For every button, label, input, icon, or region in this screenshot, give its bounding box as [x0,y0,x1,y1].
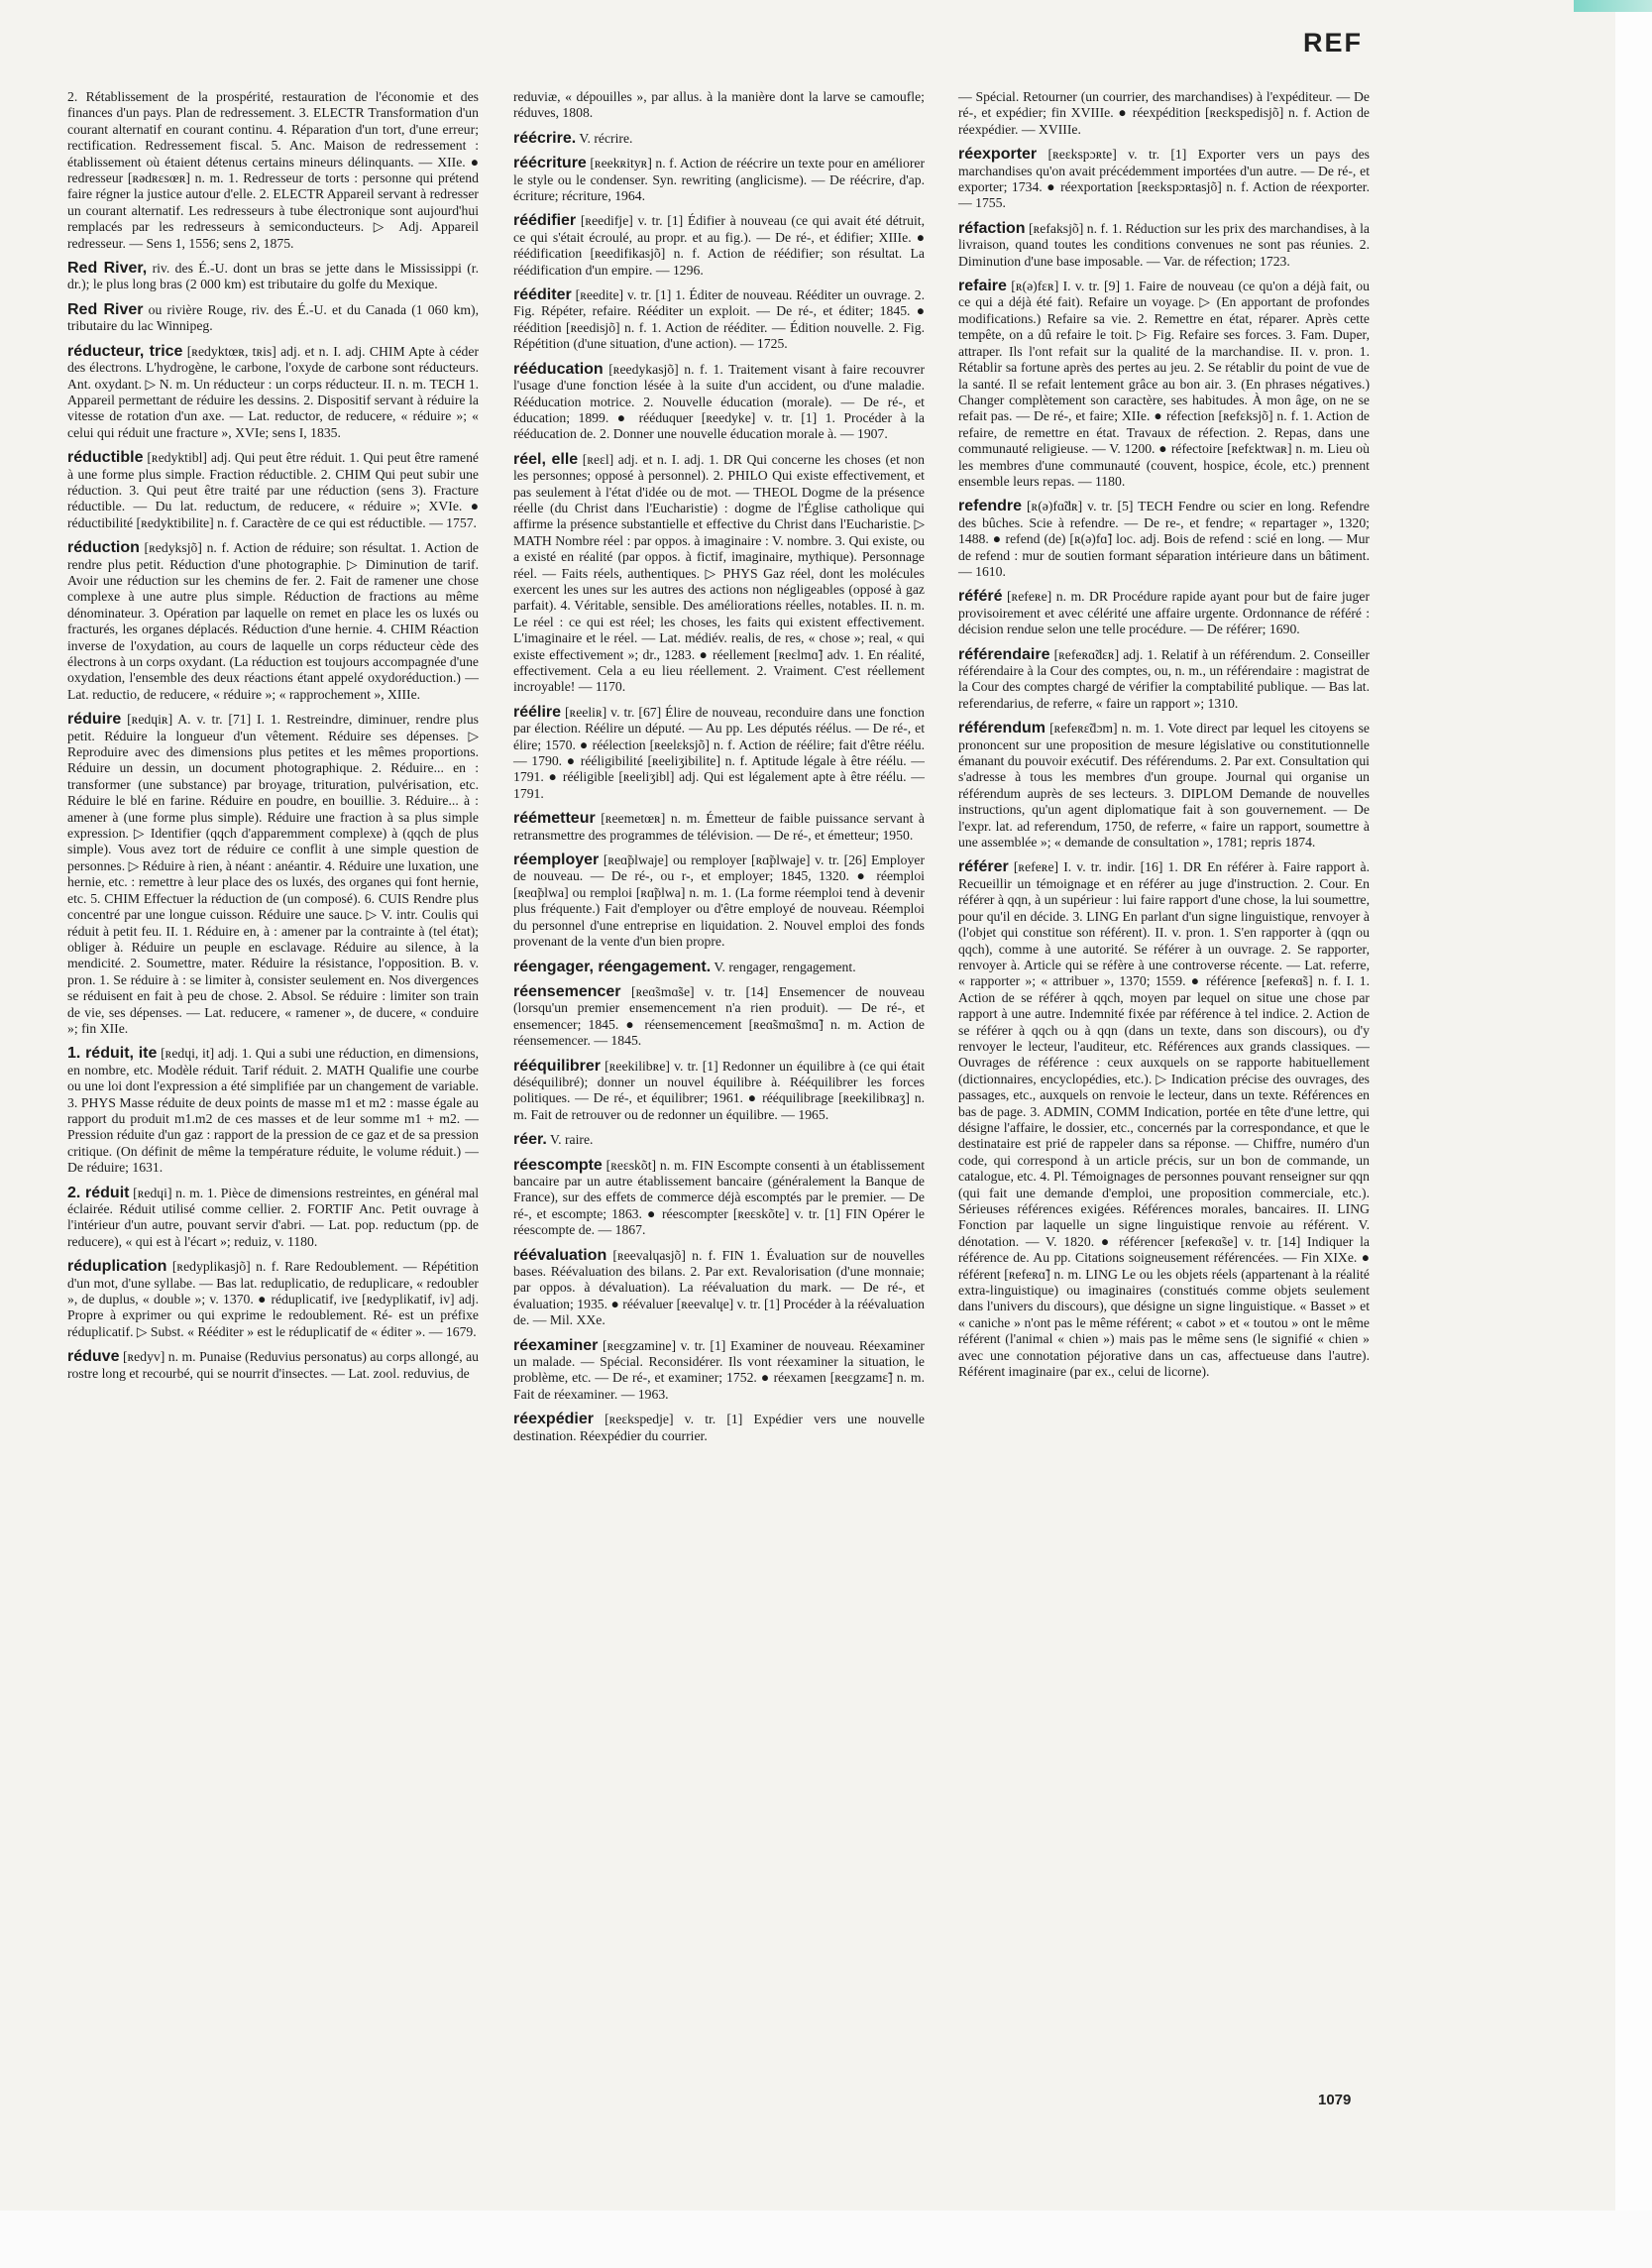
column-3 [958,89,1370,1389]
dictionary-entry [67,450,479,531]
headword: 2. réduit [67,1184,130,1201]
definition-text: [ʀeedykasjõ] n. f. 1. Traitement visant à faire recouvrer l'usage d'une fonction lésée à la suite d'un accident, ou d'une maladie. Rééducation motrice. 2. Nouvelle éducation (morale). — De ré-, et éducation; 1899. ● rééduquer [ʀeedyke] v. tr. [1] 1. Procéder à la rééducation de. 2. Donner une nouvelle éducation morale à. — 1907. [513,361,926,442]
dictionary-entry [513,1132,925,1148]
page-number: 1079 [1318,2092,1352,2108]
headword: réfaction [958,219,1026,237]
headword: réduire [67,711,122,729]
definition-text: [ʀeekilibʀe] v. tr. [1] Redonner un équilibre à (ce qui était déséquilibré); donner un nouvel équilibre à. Rééquilibrer les forces politiques. — De ré-, et équilibrer; 1961. ● rééquilibrage [ʀeekilibʀaʒ] n. m. Fait de retrouver ou de redonner un équilibre. — 1965. [513,1058,925,1122]
dictionary-entry [513,960,925,975]
dictionary-entry [513,131,925,147]
dictionary-entry [67,89,479,252]
definition-text: [ʀeemetœʀ] n. m. Émetteur de faible puissance servant à retransmettre des programmes de télévision. — De ré-, et émetteur; 1950. [513,811,926,843]
definition-text: [ʀ(ə)fɑ̃dʀ] v. tr. [5] TECH Fendre ou scier en long. Refendre des bûches. Scie à refendre. — De re-, et fendre; « repartager », 1320; 1488. ● refend (de) [ʀ(ə)fɑ̃] loc. adj. Bois de refend : scié en long. — Mur de refend : mur de soutien formant séparation intérieure dans un bâtiment. — 1610. [958,499,1370,579]
dictionary-entry [513,287,925,353]
definition-text: [ʀedɥi, it] adj. 1. Qui a subi une réduction, en dimensions, en nombre, etc. Modèle réduit. Tarif réduit. 2. MATH Qualifie une courbe ou une loi dont l'expression a été simplifiée par un changement de variable. 3. PHYS Masse réduite de deux points de masse m1 et m2 : masse égale au rapport du produit m1.m2 de ces masses et de leur somme m1 + m2. — Pression réduite d'un gaz : rapport de la pression de ce gaz et de sa pression critique. (On définit de même la température réduite, le volume réduit.) — De réduire; 1631. [67,1046,480,1176]
dictionary-entry [67,302,479,335]
headword: réexporter [958,146,1038,164]
definition-text: [ʀedyv] n. m. Punaise (Reduvius personatus) au corps allongé, au rostre long et recourbé, qui se nourrit d'insectes. — Lat. zool. reduvius, de [67,1349,479,1381]
headword: réémetteur [513,810,596,828]
dictionary-entry [513,1059,925,1124]
definition-text: [ʀeɛgzamine] v. tr. [1] Examiner de nouveau. Réexaminer un malade. — Spécial. Reconsidérer. Ils vont réexaminer la situation, le problème, etc. — De ré-, et examiner; 1752. ● réexamen [ʀeɛgzamɛ̃] n. m. Fait de réexaminer. — 1963. [513,1337,925,1402]
headword: réductible [67,449,144,467]
headword: réécrire. [513,129,577,147]
headword: réensemencer [513,982,621,1000]
headword: réemployer [513,851,600,869]
definition-text: [ʀeɑ̃smɑ̃se] v. tr. [14] Ensemencer de nouveau (lorsqu'un premier ensemencement n'a rien produit). — De ré-, et ensemencer; 1845. ● réensemencement [ʀeɑ̃smɑ̃smɑ̃] n. m. Action de réensemencer. — 1845. [513,983,926,1049]
headword: référendaire [958,645,1050,663]
column-2 [513,89,925,1453]
dictionary-entry [513,984,925,1050]
headword: Red River, [67,260,148,278]
running-head: REF [1303,28,1363,57]
headword: rééducation [513,360,604,378]
definition-text: [ʀedyksjõ] n. f. Action de réduire; son résultat. 1. Action de rendre plus petit. Réduction d'une photographie. ▷ Diminution de tarif. Avoir une réduction sur les chemins de fer. 2. Fait de ramener une chose complexe à une autre plus simple. Réduction de fractions au même dénominateur. 3. Opération par laquelle on remet en place les os luxés ou fracturés, les organes déplacés. Réduction d'une hernie. 4. CHIM Réaction inverse de l'oxydation, au cours de laquelle un corps réducteur cède des électrons à un corps oxydant. (La réduction est toujours accompagnée d'une oxydation, l'ensemble des deux réactions étant appelé oxydoréduction.) — Lat. reductio, de reducere, « réduire »; « rapprochement », XIIIe. [67,540,480,702]
headword: réécriture [513,155,587,172]
dictionary-entry [513,1248,925,1329]
headword: référé [958,588,1003,606]
dictionary-entry [513,362,925,443]
definition-text: riv. des É.-U. dont un bras se jette dans le Mississippi (r. dr.); le plus long bras (2 000 km) est tributaire du golfe du Mexique. [67,261,480,292]
headword: réexaminer [513,1336,599,1354]
headword: réducteur, trice [67,342,183,360]
dictionary-entry [67,1046,479,1176]
definition-text: [ʀ(ə)fɛʀ] I. v. tr. [9] 1. Faire de nouveau (ce qu'on a déjà fait, ou ce qui a déjà été fait). Refaire un voyage. ▷ (En apportant de profondes modifications.) Refaire sa vie. 2. Remettre en état, réparer. Après cette tempête, on a dû refaire le toit. ▷ Fig. Refaire ses forces. 3. Fam. Duper, attraper. Ils l'ont refait sur la qualité de la marchandise. II. v. pron. 1. Rétablir sa fortune après des pertes au jeu. 2. Se rétablir du point de vue de la santé. Il se refait lentement grâce au bon air. 3. (En phrases négatives.) Changer complètement son caractère, ses habitudes. À mon âge, on ne se refait pas. — De ré-, et faire; XIIe. ● réfection [ʀefɛksjõ] n. f. 1. Action de refaire, de remettre en état. Travaux de réfection. 2. Repas, dans une communauté religieuse. — V. 1200. ● réfectoire [ʀefɛktwaʀ] n. m. Lieu où les membres d'une communauté (couvent, hospice, école, etc.) prennent ensemble leurs repas. — 1180. [958,279,1370,489]
headword: rééditer [513,286,572,304]
dictionary-entry [958,859,1370,1380]
tab-marker [1574,0,1652,12]
definition-text: [ʀefeʀɛ̃dɔm] n. m. 1. Vote direct par lequel les citoyens se prononcent sur une proposition de mesure législative ou constitutionnelle émanant du pouvoir exécutif. Des référendums. 2. Par ext. Consultation qui s'adresse à tous les membres d'un groupe. Journal qui organise un référendum auprès de ses lecteurs. 3. DIPLOM Demande de nouvelles instructions, qu'un agent diplomatique fait à son gouvernement. — De l'expr. lat. ad referendum, 1750, de referre, « faire un rapport, soumettre à une assemblée »; « demande de consultation », 1781; repris 1874. [958,721,1371,850]
headword: réel, elle [513,450,579,468]
dictionary-entry [958,279,1370,490]
dictionary-entry [67,261,479,293]
definition-text: V. raire. [550,1132,594,1148]
dictionary-entry [958,147,1370,212]
dictionary-entry [958,499,1370,580]
headword: réexpédier [513,1411,594,1428]
headword: réédifier [513,212,577,230]
dictionary-entry [67,712,479,1037]
definition-text: [ʀeɛkspɔʀte] v. tr. [1] Exporter vers un pays des marchandises qu'on avait précédemment importées d'un autre. — De ré-, et exporter; 1734. ● réexportation [ʀeɛkspɔʀtasjõ] n. f. Action de réexporter. — 1755. [958,147,1370,211]
definition-text: [ʀeɛkspedje] v. tr. [1] Expédier vers une nouvelle destination. Réexpédier du courrier. [513,1412,926,1443]
dictionary-entry [513,89,925,122]
definition-text: [ʀeekʀityʀ] n. f. Action de réécrire un texte pour en améliorer le style ou le condenser. Syn. rewriting (anglicisme). — De réécrire, d'ap. écriture; récriture, 1964. [513,156,926,204]
dictionary-entry [958,589,1370,637]
definition-text: [ʀefeʀe] I. v. tr. indir. [16] 1. DR En référer à. Faire rapport à. Recueillir un témoignage et en référer au juge d'instruction. 2. Cour. En référer à qqn, à un supérieur : lui faire rapport d'une chose, la lui soumettre, pour qu'il en décide. 3. LING En parlant d'un signe linguistique, renvoyer à (l'objet qui constitue son référent). II. v. pron. 1. S'en rapporter à (qqn ou qqch), comme à une autorité. Se référer à un ouvrage. 2. Se rapporter, renvoyer à. Article qui se réfère à une controverse récente. — Lat. referre, « rapporter »; « attribuer », 1370; 1559. ● référence [ʀefeʀɑ̃s] n. f. I. 1. Action de se référer à qqch, moyen par lequel on situe une chose par rapport à une autre. Indemnité fixée par référence à tel indice. 2. Action de se référer à qqch ou à qqn (dans un texte, dans son discours), ou d'y renvoyer le lecteur, l'auditeur, etc. Références aux grands classiques. — Ouvrages de référence : ceux auxquels on se rapporte habituellement (dictionnaires, encyclopédies, etc.). ▷ Indication précise des ouvrages, des passages, etc., auxquels on renvoie le lecteur, dans un texte. Références en bas de page. 3. ADMIN, COMM Indication, portée en tête d'une lettre, qui désigne l'affaire, le dossier, etc., concernés par la correspondance, et que le destinataire est prié de rappeler dans sa réponse. — Chiffre, numéro d'un code, qui correspond à un article précis, sur un bon de commande, un catalogue, etc. 4. Pl. Témoignages de personnes pouvant renseigner sur qqn (qui fait une demande d'emploi, une proposition commerciale, etc.). Sérieuses références exigées. Références morales, bancaires. II. LING Fonction par laquelle un signe linguistique renvoie au référent. V. dénotation. — V. 1820. ● référencer [ʀefeʀɑ̃se] v. tr. [14] Indiquer la référence de. Au pp. Citations soigneusement référencées. — Fin XIXe. ● référent [ʀefeʀɑ̃] n. m. LING Le ou les objets réels (appartenant à la réalité extra-linguistique) ou imaginaires (constitués comme objets seulement dans l'univers du discours), que désigne un signe linguistique. « Basset » et « caniche » n'ont pas le même référent; « cabot » et « toutou » ont le même référent (l'animal « chien ») mais pas le même sens (le signifié « chien » avec une connotation péjorative dans un cas, affectueuse dans l'autre). Référent imaginaire (par ex., celui de licorne). [958,859,1370,1380]
definition-text: [ʀeeliʀ] v. tr. [67] Élire de nouveau, reconduire dans une fonction par élection. Réélire un député. — Au pp. Les députés réélus. — De ré-, et élire; 1570. ● réélection [ʀeelɛksjõ] n. f. Action de réélire; fait d'être réélu. — 1790. ● rééligibilité [ʀeeliʒibilite] n. f. Aptitude légale à être réélu. — 1791. ● rééligible [ʀeeliʒibl] adj. Qui est légalement apte à être réélu. — 1791. [513,704,926,801]
dictionary-entry [513,213,925,279]
dictionary-entry [67,540,479,703]
headword: référendum [958,720,1046,737]
dictionary-entry [513,452,925,696]
headword: rééquilibrer [513,1057,602,1075]
dictionary-entry [513,705,925,802]
scan-margin [1615,0,1652,2268]
headword: réduction [67,539,140,557]
headword: réduve [67,1348,120,1366]
headword: refendre [958,498,1023,515]
dictionary-entry [958,89,1370,138]
definition-text: [ʀeɑ̃plwaje] ou remployer [ʀɑ̃plwaje] v. tr. [26] Employer de nouveau. — De ré-, ou r-, et employer; 1845, 1320. ● réemploi [ʀeɑ̃plwa] ou remploi [ʀɑ̃plwa] n. m. 1. (La forme réemploi tend à devenir plus fréquente.) Fait d'employer ou d'être employé de nouveau. Réemploi du personnel d'une entreprise en liquidation. 2. Nouvel emploi des fonds provenant de la vente d'un bien propre. [513,852,926,950]
dictionary-entry [513,811,925,844]
definition-text: [ʀefaksjõ] n. f. 1. Réduction sur les prix des marchandises, à la livraison, quand toutes les conditions convenues ne sont pas réunies. 2. Diminution d'une base imposable. — Var. de réfection; 1723. [958,220,1370,269]
headword: réengager, réengagement. [513,958,712,975]
definition-text: [ʀedyktœʀ, tʀis] adj. et n. I. adj. CHIM Apte à céder des électrons. L'hydrogène, le carbone, l'oxyde de carbone sont réducteurs. Ant. oxydant. ▷ N. m. Un réducteur : un corps réducteur. II. n. m. TECH 1. Appareil permettant de réduire les dessins. 2. Dispositif servant à réduire la vitesse de rotation d'un axe. — Lat. reductor, de reducere, « réduire »; « celui qui réduit une fracture », XVIe; sens I, 1835. [67,343,479,440]
definition-text: [ʀeedifje] v. tr. [1] Édifier à nouveau (ce qui avait été détruit, ce qui s'était écroulé, au propr. et au fig.). — De ré-, et édifier; XIIIe. ● réédification [ʀeedifikasjõ] n. f. Action de réédifier; son résultat. La réédification d'un empire. — 1296. [513,213,925,278]
scan-bottom-margin [0,2211,1652,2268]
definition-text: V. rengager, rengagement. [714,959,856,974]
headword: refaire [958,278,1007,295]
dictionary-entry [958,647,1370,713]
definition-text: ou rivière Rouge, riv. des É.-U. et du Canada (1 060 km), tributaire du lac Winnipeg. [67,301,480,334]
definition-text: reduviæ, « dépouilles », par allus. à la manière dont la larve se camoufle; réduves, 1808. [513,89,925,121]
definition-text: [ʀeedite] v. tr. [1] 1. Éditer de nouveau. Rééditer un ouvrage. 2. Fig. Répéter, refaire. Rééditer un exploit. — De ré-, et éditer; 1845. ● réédition [ʀeedisjõ] n. f. 1. Action de rééditer. — Édition nouvelle. 2. Fig. Répétition (d'une situation, d'une action). — 1725. [513,287,925,352]
dictionary-entry [513,1412,925,1444]
dictionary-entry [513,1158,925,1239]
headword: réélire [513,703,562,721]
definition-text: [ʀedyktibl] adj. Qui peut être réduit. 1. Qui peut être ramené à une forme plus simple. Fraction réductible. 2. CHIM Qui peut subir une réduction. 3. Qui peut être traité par une réduction (sens 3). Fracture réductible. — Du lat. reductum, de reducere, « réduire »; XVIe. ● réductibilité [ʀedyktibilite] n. f. Caractère de ce qui est réductible. — 1757. [67,450,479,530]
headword: réévaluation [513,1246,607,1264]
definition-text: 2. Rétablissement de la prospérité, restauration de l'économie et des finances d'un pays. Plan de redressement. 3. ELECTR Transformation d'un courant alternatif en courant continu. 4. Réparation d'un tort, d'une erreur; rectification. Redressement fiscal. 5. Anc. Maison de redressement : établissement où étaient détenus certains mineurs délinquants. — XIIe. ● redresseur [ʀədʀɛsœʀ] n. m. 1. Redresseur de torts : personne qui prétend faire régner la justice autour d'elle. 2. ELECTR Appareil servant à redresser un courant alternatif. Les redresseurs à tube électronique sont aujourd'hui remplacés par les redresseurs à semiconducteurs. ▷ Adj. Appareil redresseur. — Sens 1, 1556; sens 2, 1875. [67,89,479,251]
definition-text: [ʀefeʀɑ̃dɛʀ] adj. 1. Relatif à un référendum. 2. Conseiller référendaire à la Cour des comptes, ou, n. m., un référendaire : magistrat de la Cour des comptes chargé de vérifier la comptabilité publique. — Bas lat. referendarius, de referre, « faire un rapport »; 1310. [958,646,1370,711]
dictionary-entry [513,852,925,950]
headword: 1. réduit, ite [67,1045,158,1063]
headword: réer. [513,1131,547,1149]
definition-text: [ʀedyplikasjõ] n. f. Rare Redoublement. — Répétition d'un mot, d'une syllabe. — Bas lat. reduplicatio, de reduplicare, « redoubler », de duplus, « double »; v. 1370. ● réduplicatif, ive [ʀedyplikatif, iv] adj. Propre à exprimer ou qui exprime le redoublement. Ré- est un préfixe réduplicatif. ▷ Subst. « Rééditer » est le réduplicatif de « éditer ». — 1679. [67,1259,479,1339]
dictionary-entry [67,1349,479,1382]
dictionary-entry [67,344,479,441]
dictionary-entry [67,1259,479,1340]
dictionary-entry [67,1186,479,1251]
headword: réescompte [513,1156,603,1174]
headword: réduplication [67,1258,167,1276]
definition-text: — Spécial. Retourner (un courrier, des marchandises) à l'expéditeur. — De ré-, et expédier; fin XVIIIe. ● réexpédition [ʀeɛkspedisjõ] n. f. Action de réexpédier. — XVIIIe. [958,89,1370,137]
definition-text: V. récrire. [579,130,633,146]
dictionary-entry [513,1338,925,1404]
definition-text: [ʀeevalɥasjõ] n. f. FIN 1. Évaluation sur de nouvelles bases. Réévaluation des bilans. 2. Par ext. Revalorisation (d'une monnaie; par oppos. à dévaluation). La réévaluation du mark. — De ré-, et évaluation; 1935. ● réévaluer [ʀeevalɥe] v. tr. [1] Procéder à la réévaluation de. — Mil. XXe. [513,1247,925,1328]
dictionary-entry [513,156,925,204]
dictionary-entry [958,221,1370,270]
definition-text: [ʀedɥiʀ] A. v. tr. [71] I. 1. Restreindre, diminuer, rendre plus petit. Réduire la longueur d'un vêtement. Réduire ses dépenses. ▷ Reproduire avec des dimensions plus petites et les mêmes proportions. Réduire un dessin, un document photographique. 2. Réduire... en : transformer (une substance) par broyage, trituration, pulvérisation, etc. Réduire le blé en farine. Réduire en poudre, en bouillie. 3. Réduire... à : amener à (une forme plus simple). Réduire une fraction à sa plus simple expression. ▷ Identifier (qqch d'apparemment complexe) à (qqch de plus simple). Vous avez tort de réduire ce conflit à une simple question de personnes. ▷ Réduire à rien, à néant : anéantir. 4. Réduire une luxation, une hernie, etc. : remettre à leur place des os luxés, des organes qui font hernie, etc. 5. CHIM Effectuer la réduction de (un composé). 6. CUIS Rendre plus concentré par une longue cuisson. Réduire une sauce. ▷ V. intr. Coulis qui réduit à petit feu. II. 1. Réduire en, à : amener par la contrainte à (tel état); obliger à. Réduire un peuple en esclavage. Réduire au silence, à la mendicité. 2. Soumettre, mater. Réduire la résistance, l'opposition. B. v. pron. 1. Se réduire à : se limiter à, consister seulement en. Nos divergences se réduisent en fait à peu de chose. 2. Absol. Se réduire : limiter son train de vie, ses dépenses. — Lat. reducere, « ramener », de ducere, « conduire »; fin XIIe. [67,712,480,1036]
definition-text: [ʀefeʀe] n. m. DR Procédure rapide ayant pour but de faire juger provisoirement et avec célérité une affaire urgente. Ordonnance de référé : décision rendue selon une telle procédure. — De référer; 1690. [958,589,1371,637]
definition-text: [ʀedɥi] n. m. 1. Pièce de dimensions restreintes, en général mal éclairée. Réduit utilisé comme cellier. 2. FORTIF Anc. Petit ouvrage à l'intérieur d'un autre, pouvant servir d'abri. — Lat. pop. reductum (pp. de reducere), « qui est à l'écart »; reduiz, v. 1180. [67,1185,480,1249]
definition-text: [ʀeɛl] adj. et n. I. adj. 1. DR Qui concerne les choses (et non les personnes; opposé à personnel). 2. PHILO Qui existe effectivement, et pas seulement à l'état d'idée ou de mot. — THEOL Dogme de la présence réelle (du Christ dans l'Eucharistie) : dogme de l'Église catholique qui affirme la présence substantielle et effective du Christ dans l'Eucharistie. ▷ MATH Nombre réel : par oppos. à imaginaire : V. nombre. 3. Qui existe, ou a existé en réalité (par oppos. à fictif, imaginaire, mythique). Personnage réel. — Faits réels, authentiques. ▷ PHYS Gaz réel, dont les molécules exercent les unes sur les autres des actions non négligeables (opposé à gaz parfait). 4. Véritable, sensible. Des améliorations réelles, notables. II. n. m. Le réel : ce qui est réel; les choses, les faits qui existent effectivement. L'imaginaire et le réel. — Lat. médiév. realis, de res, « chose »; real, « qui existe effectivement »; dr., 1283. ● réellement [ʀeɛlmɑ̃] adv. 1. En réalité, effectivement. Cela a eu lieu réellement. 2. Vraiment. C'est réellement incroyable! — 1170. [513,451,925,695]
headword: référer [958,858,1009,876]
dictionary-entry [958,721,1370,850]
definition-text: [ʀeɛskõt] n. m. FIN Escompte consenti à un établissement bancaire par un autre établissement bancaire (généralement la Banque de France), sur des effets de commerce déjà escomptés par le premier. — De ré-, et escompte; 1863. ● réescompter [ʀeɛskõte] v. tr. [1] FIN Opérer le réescompte de. — 1867. [513,1157,925,1238]
headword: Red River [67,300,144,318]
column-1 [67,89,479,1391]
